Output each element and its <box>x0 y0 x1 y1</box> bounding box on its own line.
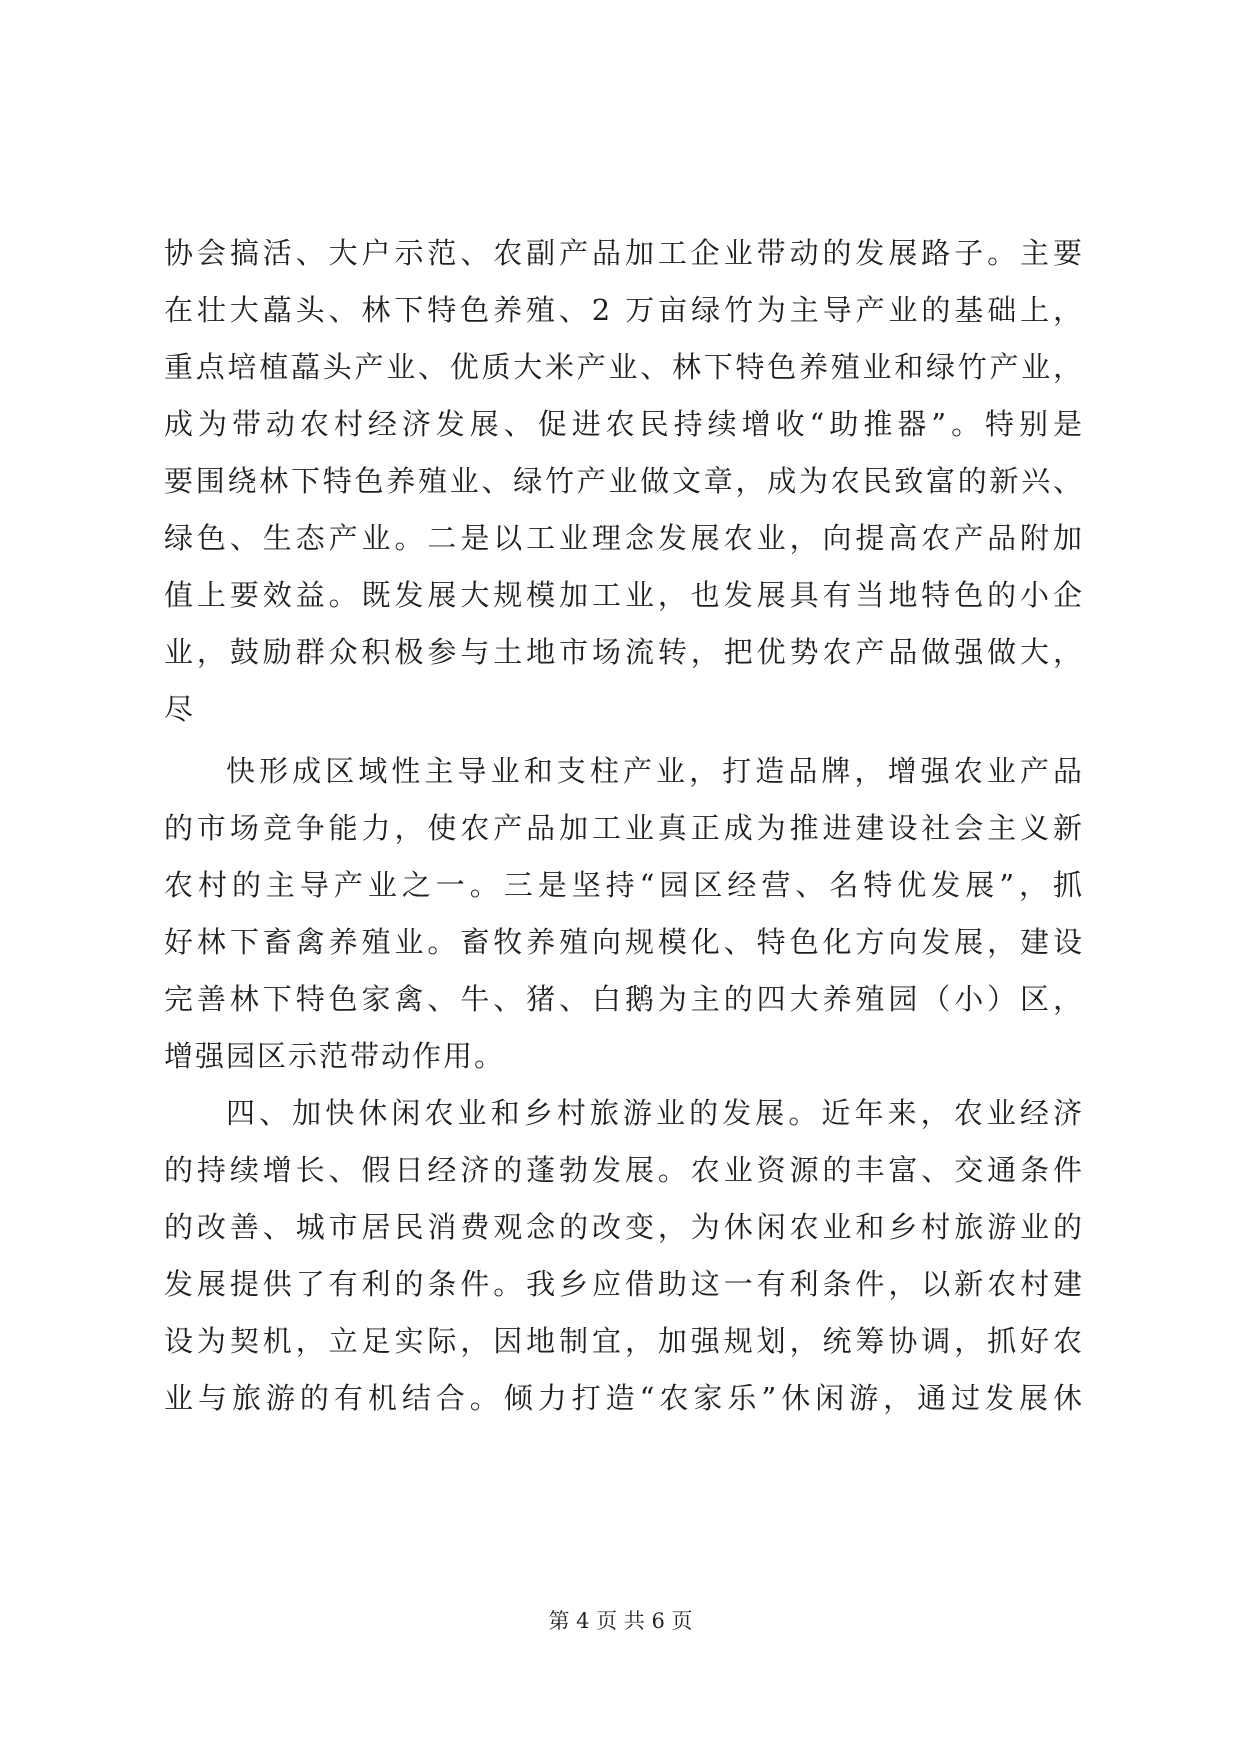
text-line: 绿色、生态产业。二是以工业理念发展农业，向提高农产品附加 <box>164 521 1084 555</box>
text-line: 要围绕林下特色养殖业、绿竹产业做文章，成为农民致富的新兴、 <box>164 464 1084 498</box>
text-line: 尽 <box>164 692 196 726</box>
text-line: 增强园区示范带动作用。 <box>164 1039 506 1073</box>
text-line: 重点培植藠头产业、优质大米产业、林下特色养殖业和绿竹产业， <box>164 350 1084 384</box>
text-line: 快形成区域性主导业和支柱产业，打造品牌，增强农业产品 <box>226 754 1084 788</box>
paragraph <box>164 1085 1084 1427</box>
text-line: 的持续增长、假日经济的蓬勃发展。农业资源的丰富、交通条件 <box>164 1153 1084 1187</box>
text-line: 设为契机，立足实际，因地制宜，加强规划，统筹协调，抓好农 <box>164 1324 1084 1358</box>
text-line: 在壮大藠头、林下特色养殖、2 万亩绿竹为主导产业的基础上， <box>164 293 1084 327</box>
text-line: 的改善、城市居民消费观念的改变，为休闲农业和乡村旅游业的 <box>164 1210 1084 1244</box>
body-text <box>164 225 1084 1427</box>
text-line: 的市场竞争能力，使农产品加工业真正成为推进建设社会主义新 <box>164 811 1084 845</box>
text-line: 业与旅游的有机结合。倾力打造“农家乐”休闲游，通过发展休 <box>164 1381 1084 1415</box>
paragraph <box>164 743 1084 1085</box>
paragraph <box>164 225 1084 738</box>
text-line: 成为带动农村经济发展、促进农民持续增收“助推器”。特别是 <box>164 407 1084 441</box>
text-line: 业，鼓励群众积极参与土地市场流转，把优势农产品做强做大， <box>164 635 1084 669</box>
text-line: 值上要效益。既发展大规模加工业，也发展具有当地特色的小企 <box>164 578 1084 612</box>
text-line: 协会搞活、大户示范、农副产品加工企业带动的发展路子。主要 <box>164 236 1084 270</box>
text-line: 四、加快休闲农业和乡村旅游业的发展。近年来，农业经济 <box>226 1096 1084 1130</box>
page-footer <box>0 1605 1241 1635</box>
text-line: 农村的主导产业之一。三是坚持“园区经营、名特优发展”，抓 <box>164 868 1084 902</box>
text-line: 发展提供了有利的条件。我乡应借助这一有利条件，以新农村建 <box>164 1267 1084 1301</box>
text-line: 完善林下特色家禽、牛、猪、白鹅为主的四大养殖园（小）区， <box>164 982 1084 1016</box>
page-number-label: 第 4 页 共 6 页 <box>548 1609 693 1633</box>
text-line: 好林下畜禽养殖业。畜牧养殖向规模化、特色化方向发展，建设 <box>164 925 1084 959</box>
